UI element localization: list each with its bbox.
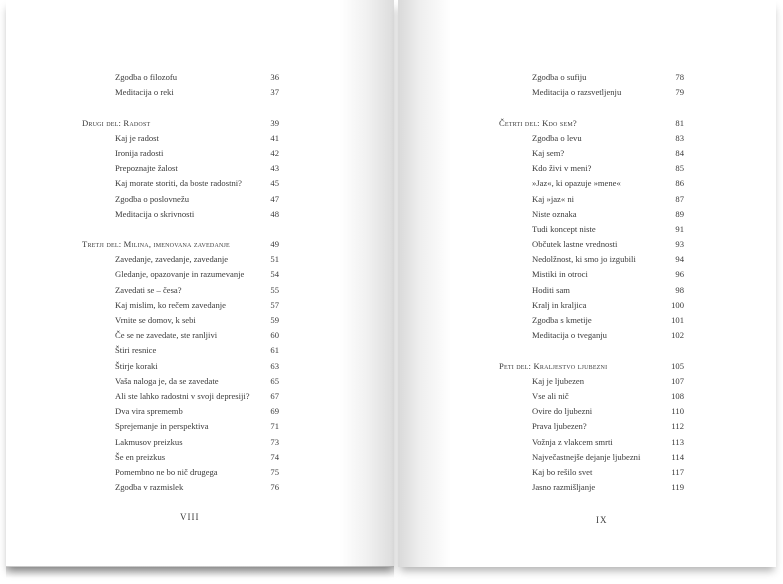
toc-entry-page-number: 61 <box>270 345 279 356</box>
toc-entry-page-number: 78 <box>675 72 684 82</box>
toc-entry <box>82 450 279 465</box>
toc-entry <box>499 131 684 146</box>
toc-entry-page-number: 76 <box>270 482 279 493</box>
toc-entry-title: Vrnite se domov, k sebi <box>115 315 196 325</box>
table-of-contents-right <box>499 70 684 495</box>
toc-entry <box>499 419 684 434</box>
toc-entry-page-number: 91 <box>675 223 684 234</box>
toc-entry-page-number: 73 <box>270 436 279 447</box>
toc-entry-page-number: 108 <box>671 390 684 401</box>
toc-entry-page-number: 47 <box>270 193 279 204</box>
toc-entry <box>499 222 684 237</box>
toc-entry-title: Pomembno ne bo nič drugega <box>115 466 218 477</box>
toc-entry-page-number: 83 <box>675 132 684 143</box>
toc-entry <box>82 252 279 267</box>
toc-spacer <box>82 222 279 237</box>
toc-spacer <box>82 100 279 115</box>
toc-entry <box>499 389 684 404</box>
toc-entry-page-number: 101 <box>671 315 684 325</box>
toc-entry <box>82 389 279 404</box>
page-number-left: VIII <box>180 512 200 522</box>
toc-entry <box>499 85 684 100</box>
toc-entry-title: Zgodba v razmislek <box>115 482 184 493</box>
toc-entry-title: Hoditi sam <box>532 284 570 295</box>
toc-entry-title: Peti del: Kraljestvo ljubezni <box>499 360 608 371</box>
toc-entry <box>499 283 684 298</box>
toc-entry-page-number: 112 <box>671 421 684 432</box>
toc-entry-title: Gledanje, opazovanje in razumevanje <box>115 269 245 280</box>
toc-entry <box>82 298 279 313</box>
toc-entry <box>82 480 279 495</box>
toc-entry <box>82 161 279 176</box>
toc-entry-title: Dva vira sprememb <box>115 406 183 417</box>
toc-entry <box>82 465 279 480</box>
toc-entry-title: Ovire do ljubezni <box>532 406 593 417</box>
toc-entry-title: Če se ne zavedate, ste ranljivi <box>115 330 218 341</box>
toc-entry-title: Vaša naloga je, da se zavedate <box>115 375 219 386</box>
toc-entry-title: Prava ljubezen? <box>532 421 587 432</box>
toc-entry-page-number: 105 <box>671 360 684 371</box>
toc-entry-title: Kdo živi v meni? <box>532 163 592 174</box>
toc-entry-title: Nedolžnost, ki smo jo izgubili <box>532 254 636 265</box>
toc-entry-title: Še en preizkus <box>115 451 166 462</box>
toc-entry-page-number: 85 <box>675 163 684 174</box>
toc-entry-title: Meditacija o skrivnosti <box>115 208 195 219</box>
toc-entry-title: Zgodba o poslovnežu <box>115 193 189 204</box>
toc-entry-title: Zgodba o levu <box>532 132 582 143</box>
toc-entry <box>499 450 684 465</box>
toc-entry <box>82 283 279 298</box>
toc-entry-page-number: 87 <box>675 193 684 204</box>
toc-entry-title: Kaj mislim, ko rečem zavedanje <box>115 299 226 310</box>
toc-entry-title: Tudi koncept niste <box>532 223 596 234</box>
toc-entry <box>82 419 279 434</box>
toc-entry-title: Štiri resnice <box>115 345 157 356</box>
toc-entry-title: Največastnejše dejanje ljubezni <box>532 451 641 462</box>
toc-entry-page-number: 51 <box>270 254 279 265</box>
toc-entry-title: Meditacija o razsvetljenju <box>532 87 622 98</box>
toc-entry-page-number: 81 <box>675 117 684 128</box>
toc-entry-title: Četrti del: Kdo sem? <box>499 117 577 128</box>
toc-entry-page-number: 36 <box>270 72 279 82</box>
toc-entry <box>82 131 279 146</box>
toc-entry-page-number: 63 <box>270 360 279 371</box>
toc-entry-page-number: 86 <box>675 178 684 189</box>
toc-entry-title: Meditacija o reki <box>115 87 174 98</box>
toc-entry <box>499 313 684 328</box>
toc-entry <box>499 146 684 161</box>
toc-entry-title: Ali ste lahko radostni v svoji depresiji? <box>115 390 250 401</box>
toc-entry-page-number: 98 <box>675 284 684 295</box>
toc-entry-page-number: 114 <box>671 451 684 462</box>
toc-entry-page-number: 89 <box>675 208 684 219</box>
toc-entry <box>82 267 279 282</box>
toc-entry-title: Ironija radosti <box>115 147 164 158</box>
toc-entry <box>499 207 684 222</box>
toc-entry-title: Kaj je radost <box>115 132 159 143</box>
toc-entry <box>82 146 279 161</box>
toc-entry-page-number: 102 <box>671 330 684 341</box>
toc-entry <box>82 85 279 100</box>
toc-entry <box>499 435 684 450</box>
toc-entry-page-number: 57 <box>270 299 279 310</box>
toc-entry-page-number: 71 <box>270 421 279 432</box>
toc-part-heading <box>499 116 684 131</box>
toc-entry <box>499 252 684 267</box>
toc-entry-title: »Jaz«, ki opazuje »mene« <box>532 178 621 189</box>
toc-spacer <box>499 100 684 115</box>
page-shadow <box>6 566 394 578</box>
toc-part-heading <box>499 359 684 374</box>
toc-entry-page-number: 55 <box>270 284 279 295</box>
toc-entry-page-number: 65 <box>270 375 279 386</box>
toc-entry-page-number: 100 <box>671 299 684 310</box>
toc-entry <box>82 435 279 450</box>
toc-entry-page-number: 49 <box>270 239 279 250</box>
toc-entry <box>499 298 684 313</box>
toc-entry-page-number: 110 <box>671 406 684 417</box>
toc-entry <box>82 343 279 358</box>
toc-entry-title: Zgodba s kmetije <box>532 315 592 325</box>
toc-entry-page-number: 93 <box>675 239 684 250</box>
toc-entry <box>82 70 279 85</box>
toc-entry-title: Kaj je ljubezen <box>532 375 585 386</box>
toc-entry-page-number: 41 <box>270 132 279 143</box>
toc-entry <box>499 374 684 389</box>
toc-entry-page-number: 48 <box>270 208 279 219</box>
toc-entry-page-number: 42 <box>270 147 279 158</box>
toc-entry-page-number: 39 <box>270 117 279 128</box>
toc-entry <box>499 192 684 207</box>
toc-entry <box>82 404 279 419</box>
toc-entry <box>82 192 279 207</box>
toc-entry <box>499 404 684 419</box>
toc-entry <box>82 207 279 222</box>
toc-entry-title: Kralj in kraljica <box>532 299 587 310</box>
toc-entry-page-number: 60 <box>270 330 279 341</box>
toc-entry-page-number: 96 <box>675 269 684 280</box>
toc-entry-title: Lakmusov preizkus <box>115 436 183 447</box>
toc-entry-title: Drugi del: Radost <box>82 117 151 128</box>
toc-entry-title: Prepoznajte žalost <box>115 163 178 174</box>
toc-entry <box>499 480 684 495</box>
toc-entry <box>499 328 684 343</box>
toc-entry-page-number: 43 <box>270 163 279 174</box>
toc-entry-title: Mistiki in otroci <box>532 269 588 280</box>
toc-entry <box>82 374 279 389</box>
toc-spacer <box>499 343 684 358</box>
toc-entry-page-number: 84 <box>675 147 684 158</box>
toc-entry <box>499 465 684 480</box>
toc-entry-page-number: 45 <box>270 178 279 189</box>
toc-entry-title: Niste oznaka <box>532 208 577 219</box>
toc-entry-title: Vožnja z vlakcem smrti <box>532 436 613 447</box>
toc-part-heading <box>82 116 279 131</box>
toc-entry-title: Kaj »jaz« ni <box>532 193 574 204</box>
toc-entry-page-number: 74 <box>270 451 279 462</box>
toc-entry-page-number: 113 <box>671 436 684 447</box>
toc-entry <box>499 70 684 85</box>
toc-entry-title: Zavedati se – česa? <box>115 284 182 295</box>
toc-entry <box>82 328 279 343</box>
toc-entry-page-number: 94 <box>675 254 684 265</box>
toc-part-heading <box>82 237 279 252</box>
toc-entry <box>82 359 279 374</box>
toc-entry-title: Zgodba o sufiju <box>532 72 587 82</box>
toc-entry-page-number: 107 <box>671 375 684 386</box>
toc-entry-page-number: 54 <box>270 269 279 280</box>
toc-entry-title: Zavedanje, zavedanje, zavedanje <box>115 254 229 265</box>
toc-entry-title: Občutek lastne vrednosti <box>532 239 618 250</box>
toc-entry <box>499 176 684 191</box>
toc-entry-page-number: 37 <box>270 87 279 98</box>
toc-entry-title: Zgodba o filozofu <box>115 72 178 82</box>
toc-entry-title: Meditacija o tveganju <box>532 330 607 341</box>
toc-entry <box>499 267 684 282</box>
toc-entry-title: Štirje koraki <box>115 360 158 371</box>
page-number-right: IX <box>596 515 608 525</box>
toc-entry <box>499 237 684 252</box>
toc-entry-page-number: 69 <box>270 406 279 417</box>
toc-entry-page-number: 119 <box>671 482 684 493</box>
toc-entry-title: Kaj sem? <box>532 147 565 158</box>
toc-entry-page-number: 59 <box>270 315 279 325</box>
toc-entry-title: Jasno razmišljanje <box>532 482 596 493</box>
toc-entry-title: Tretji del: Milina, imenovana zavedanje <box>82 239 230 250</box>
toc-entry <box>499 161 684 176</box>
toc-entry-page-number: 67 <box>270 390 279 401</box>
toc-entry <box>82 313 279 328</box>
table-of-contents-left <box>82 70 279 495</box>
toc-entry-title: Kaj morate storiti, da boste radostni? <box>115 178 242 189</box>
toc-entry-title: Vse ali nič <box>532 390 569 401</box>
toc-entry <box>82 176 279 191</box>
toc-entry-page-number: 79 <box>675 87 684 98</box>
toc-entry-page-number: 75 <box>270 466 279 477</box>
toc-entry-page-number: 117 <box>671 466 684 477</box>
toc-entry-title: Kaj bo rešilo svet <box>532 466 593 477</box>
toc-entry-title: Sprejemanje in perspektiva <box>115 421 209 432</box>
